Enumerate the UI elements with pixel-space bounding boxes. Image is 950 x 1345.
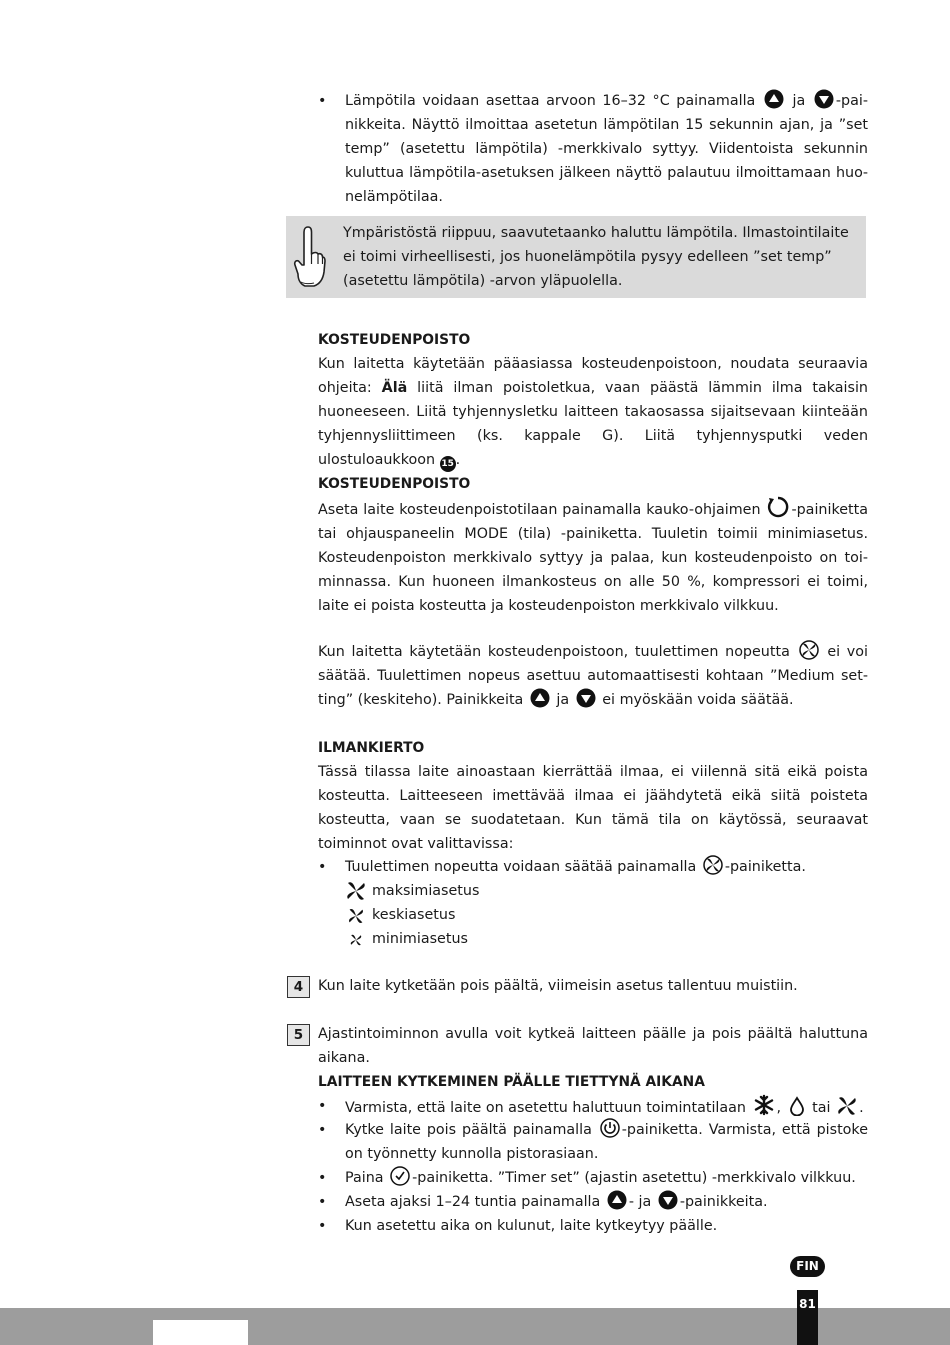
section-heading: KOSTEUDENPOISTO xyxy=(318,332,471,348)
reference-number-badge: 15 xyxy=(440,456,456,472)
power-icon xyxy=(600,1118,620,1138)
fan-min-icon xyxy=(350,934,362,946)
timer-bullet-hours: • Aseta ajaksi 1–24 tuntia painamalla - ja -painikkeita. xyxy=(318,1190,868,1214)
note-text: Ympäristöstä riippuu, saavutetaanko haluttu lämpötila. Ilmastointilaite ei toimi virheellisesti, jos huonelämpötila pysyy edelleen ”set temp” (asetettu lämpötila) -arvon yläpuolella. xyxy=(343,225,849,289)
section-heading: KOSTEUDENPOISTO xyxy=(318,476,471,492)
timer-bullet-press: • Paina -painiketta. ”Timer set” (ajastin asetettu) -merkkivalo vilkkuu. xyxy=(318,1166,868,1190)
dehumidify-mode-icon xyxy=(767,496,789,518)
section-heading: LAITTEEN KYTKEMINEN PÄÄLLE TIETTYNÄ AIKANA xyxy=(318,1074,705,1090)
fan-max-icon xyxy=(346,881,366,901)
temperature-bullet: • Lämpötila voidaan asettaa arvoon 16–32 °C painamalla ja -painikkeita. Näyttö ilmoittaa asetetun lämpötilan 15 sekunnin ajan, ja ”set temp” (asetettu lämpötila) -merkkivalo syttyy. Viidentoista sekunnin kuluttua lämpötila-asetuksen jälkeen näyttö palautuu ilmoittamaan huonelämpötilaa. xyxy=(318,89,868,209)
section-heading: ILMANKIERTO xyxy=(318,740,425,756)
down-arrow-icon xyxy=(814,89,834,109)
bullet-dot: • xyxy=(318,1218,327,1234)
circulation-text: Tässä tilassa laite ainoastaan kierrättää ilmaa, ei viilennä sitä eikä poista kosteutta. Laitteeseen imettävää ilmaa ei jäähdytetä eikä siitä poisteta kosteutta, vaan se suodatetaan. Kun tämä tila on käytössä, seuraavat toiminnot ovat valittavissa: xyxy=(318,764,868,852)
up-arrow-icon xyxy=(530,688,550,708)
emphasis-text: Älä xyxy=(381,380,408,396)
up-arrow-icon xyxy=(764,89,784,109)
bullet-dot: • xyxy=(318,1170,327,1186)
dehumidify-instructions: Kun laitetta käytetään pääasiassa kosteudenpoistoon, noudata seuraavia ohjeita: Älä liitä ilman poistoletkua, vaan päästä lämmin ilma takaisin huoneeseen. Liitä tyhjennysletku laitteen takaosassa sijaitsevaan kiinteään tyhjennysliittimeen (ks. kappale G). Liitä tyhjennysputki veden ulostuloaukkoon 15 . xyxy=(318,352,868,472)
fan-speed-icon xyxy=(703,855,723,875)
bullet-dot: • xyxy=(318,1194,327,1210)
snowflake-icon xyxy=(753,1094,775,1116)
page-number: 81 xyxy=(799,1297,816,1311)
bullet-dot: • xyxy=(318,1098,327,1114)
fan-mid-icon xyxy=(348,908,364,924)
dehumidify-mode-text: Aseta laite kosteudenpoistotilaan painamalla kauko-ohjaimen -painiketta tai ohjauspaneelin MODE (tila) -painiketta. Tuuletin toimii minimiasetus. Kosteudenpoiston merkkivalo syttyy ja palaa, kun kosteudenpoisto on toiminnassa. Kun huoneen ilmankosteus on alle 50 %, kompressori ei toimi, laite ei poista kosteutta ja kosteudenpoiston merkkivalo vilkkuu. xyxy=(318,496,868,618)
page-number-box xyxy=(797,1290,818,1345)
fan-icon xyxy=(837,1096,857,1116)
note-box xyxy=(286,216,866,298)
down-arrow-icon xyxy=(658,1190,678,1210)
step-number-box: 5 xyxy=(287,1024,310,1046)
language-badge: FIN xyxy=(790,1256,825,1277)
timer-bullet-done: • Kun asetettu aika on kulunut, laite kytkeytyy päälle. xyxy=(318,1214,868,1238)
fan-speed-text: Kun laitetta käytetään kosteudenpoistoon, tuulettimen nopeutta ei voi säätää. Tuulettimen nopeus asettuu automaattisesti kohtaan ”Medium setting” (keskiteho). Painikkeita ja ei myöskään voida säätää. xyxy=(318,640,868,712)
step5-text: Ajastintoiminnon avulla voit kytkeä laitteen päälle ja pois päältä haluttuna aikana. xyxy=(318,1026,868,1066)
timer-icon xyxy=(390,1166,410,1186)
footer-tab xyxy=(153,1320,248,1345)
timer-bullet-mode: • Varmista, että laite on asetettu haluttuun toimintatilaan , tai . xyxy=(318,1094,868,1120)
bullet-dot: • xyxy=(318,859,327,875)
down-arrow-icon xyxy=(576,688,596,708)
up-arrow-icon xyxy=(607,1190,627,1210)
water-drop-icon xyxy=(788,1096,806,1116)
bullet-dot: • xyxy=(318,93,327,109)
fan-speed-bullet: • Tuulettimen nopeutta voidaan säätää painamalla -painiketta. xyxy=(318,855,868,879)
step-number-box: 4 xyxy=(287,976,310,998)
hand-pointing-icon xyxy=(292,224,326,290)
fan-speed-icon xyxy=(799,640,819,660)
step4-text: Kun laite kytketään pois päältä, viimeisin asetus tallentuu muistiin. xyxy=(318,978,798,994)
bullet-dot: • xyxy=(318,1122,327,1138)
timer-bullet-power: • Kytke laite pois päältä painamalla -painiketta. Varmista, että pistoke on työnnetty kunnolla pistorasiaan. xyxy=(318,1118,868,1166)
